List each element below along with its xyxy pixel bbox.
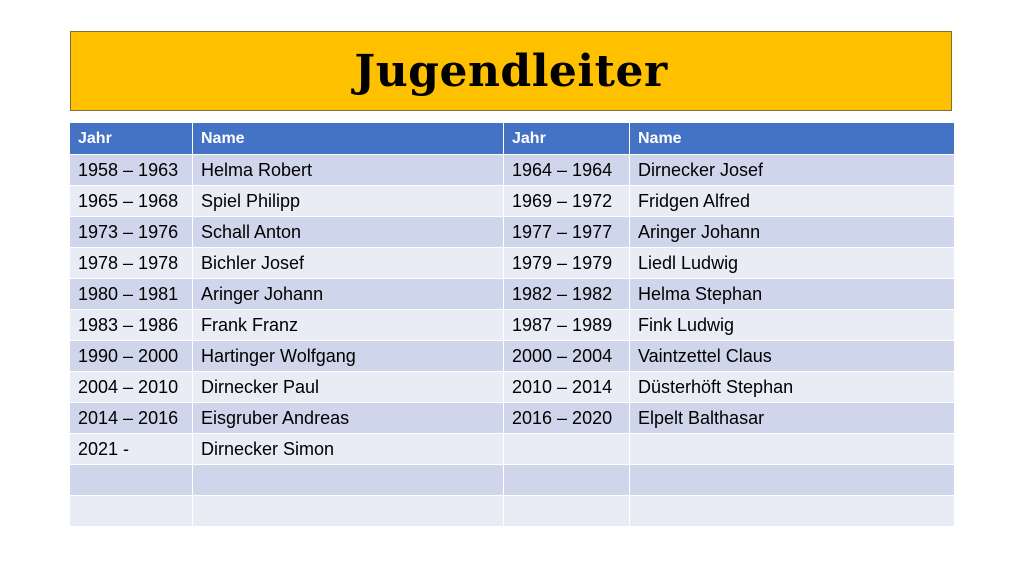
year-right-cell: [504, 495, 630, 526]
table-header-row: [70, 123, 954, 154]
name-right-cell: Fink Ludwig: [630, 309, 954, 340]
name-right-cell: Vaintzettel Claus: [630, 340, 954, 371]
year-right-cell: 1982 – 1982: [504, 278, 630, 309]
year-right-cell: 1979 – 1979: [504, 247, 630, 278]
table-row: [70, 464, 954, 495]
table-row: [70, 402, 954, 433]
table-row: [70, 278, 954, 309]
year-left-cell: [70, 464, 193, 495]
header-name-left: Name: [193, 123, 504, 154]
name-right-cell: Aringer Johann: [630, 216, 954, 247]
name-left-cell: Dirnecker Simon: [193, 433, 504, 464]
name-right-cell: Elpelt Balthasar: [630, 402, 954, 433]
name-left-cell: Dirnecker Paul: [193, 371, 504, 402]
header-jahr-left: Jahr: [70, 123, 193, 154]
name-left-cell: [193, 464, 504, 495]
year-left-cell: [70, 495, 193, 526]
year-right-cell: 1987 – 1989: [504, 309, 630, 340]
table-row: [70, 371, 954, 402]
name-right-cell: Helma Stephan: [630, 278, 954, 309]
name-left-cell: Helma Robert: [193, 154, 504, 185]
table-row: [70, 185, 954, 216]
name-left-cell: Schall Anton: [193, 216, 504, 247]
name-left-cell: Aringer Johann: [193, 278, 504, 309]
name-right-cell: [630, 433, 954, 464]
year-left-cell: 2014 – 2016: [70, 402, 193, 433]
name-right-cell: [630, 495, 954, 526]
name-left-cell: Spiel Philipp: [193, 185, 504, 216]
name-left-cell: Hartinger Wolfgang: [193, 340, 504, 371]
name-right-cell: Fridgen Alfred: [630, 185, 954, 216]
name-right-cell: [630, 464, 954, 495]
name-left-cell: Frank Franz: [193, 309, 504, 340]
name-right-cell: Dirnecker Josef: [630, 154, 954, 185]
youth-leader-table: [70, 123, 954, 526]
year-right-cell: [504, 433, 630, 464]
year-left-cell: 1965 – 1968: [70, 185, 193, 216]
name-right-cell: Liedl Ludwig: [630, 247, 954, 278]
table-row: [70, 247, 954, 278]
year-right-cell: 2010 – 2014: [504, 371, 630, 402]
year-left-cell: 1983 – 1986: [70, 309, 193, 340]
year-left-cell: 1978 – 1978: [70, 247, 193, 278]
year-right-cell: 1977 – 1977: [504, 216, 630, 247]
table-row: [70, 340, 954, 371]
name-left-cell: [193, 495, 504, 526]
year-right-cell: 2016 – 2020: [504, 402, 630, 433]
year-left-cell: 1980 – 1981: [70, 278, 193, 309]
name-left-cell: Eisgruber Andreas: [193, 402, 504, 433]
year-left-cell: 1990 – 2000: [70, 340, 193, 371]
table-row: [70, 495, 954, 526]
slide-title: Jugendleiter: [354, 45, 668, 97]
year-right-cell: 1964 – 1964: [504, 154, 630, 185]
year-left-cell: 2004 – 2010: [70, 371, 193, 402]
year-right-cell: [504, 464, 630, 495]
year-right-cell: 1969 – 1972: [504, 185, 630, 216]
table-row: [70, 433, 954, 464]
table-row: [70, 309, 954, 340]
year-left-cell: 1958 – 1963: [70, 154, 193, 185]
year-left-cell: 1973 – 1976: [70, 216, 193, 247]
header-name-right: Name: [630, 123, 954, 154]
year-right-cell: 2000 – 2004: [504, 340, 630, 371]
name-right-cell: Düsterhöft Stephan: [630, 371, 954, 402]
year-left-cell: 2021 -: [70, 433, 193, 464]
title-banner: [70, 31, 952, 111]
table-row: [70, 154, 954, 185]
table-row: [70, 216, 954, 247]
header-jahr-right: Jahr: [504, 123, 630, 154]
name-left-cell: Bichler Josef: [193, 247, 504, 278]
table-body: [70, 154, 954, 526]
